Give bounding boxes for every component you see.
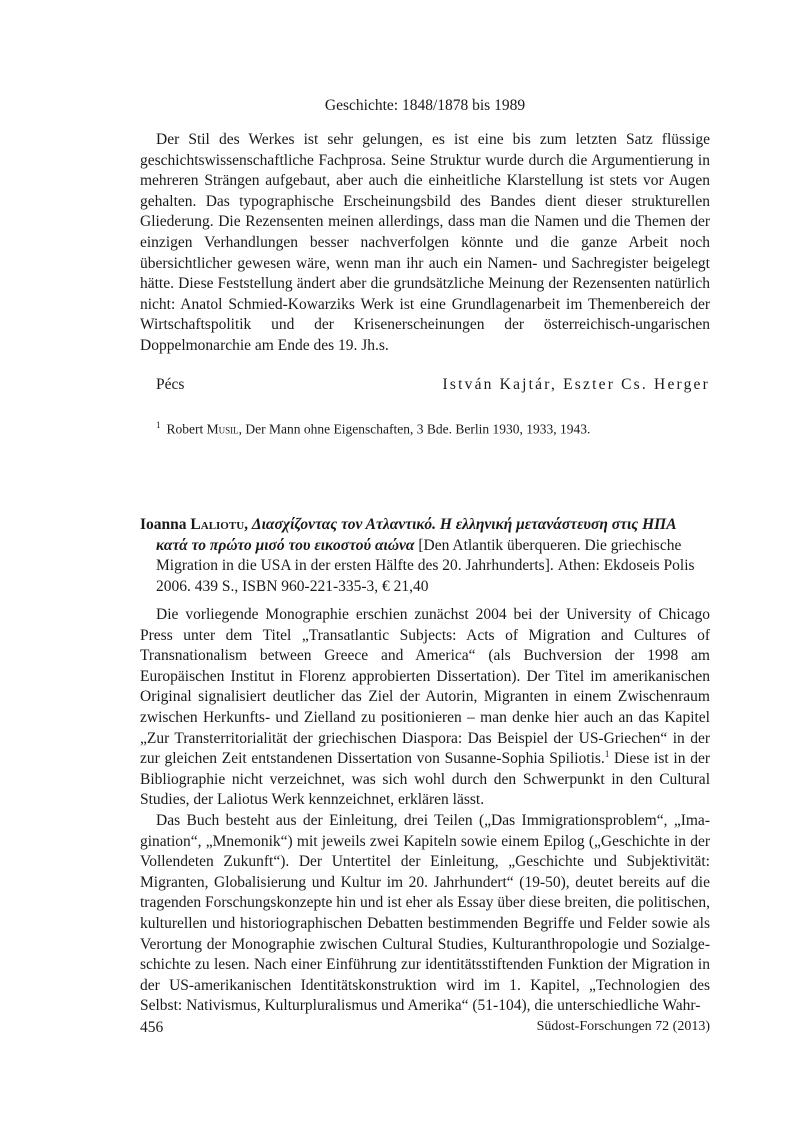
footnote-author-first: Robert <box>166 421 204 437</box>
review-2-author-first: Ioanna <box>140 516 187 533</box>
review-1-signature <box>140 376 710 394</box>
review-2-paragraph-1-tail: Diese ist in der Bibliographie nicht verzeichnet, was sich wohl durch den Schwerpunkt in den Cultural Studies, der Laliotus Werk kennzeichnet, erklären lässt. <box>140 750 710 809</box>
review-1-place: Pécs <box>156 376 185 393</box>
journal-citation: Südost-Forschungen 72 (2013) <box>536 1019 710 1034</box>
footnote-text: , Der Mann ohne Eigenschaften, 3 Bde. Berlin 1930, 1933, 1943. <box>238 421 591 437</box>
footnote-reference: 1 <box>604 749 610 759</box>
running-head: Geschichte: 1848/1878 bis 1989 <box>324 97 526 114</box>
review-1-paragraph: Der Stil des Werkes ist sehr gelungen, es ist eine bis zum letzten Satz flüssige geschichtswissenschaftliche Fachprosa. Seine Struktur wurde durch die Argumentierung in mehreren Strängen aufgebaut, aber auch die einheitliche Klarstellung ist stets vor Augen gehalten. Das typographische Erscheinungsbild des Bandes dient dieser strukturellen Gliederung. Die Rezensenten meinen allerdings, dass man die Namen und die Themen der einzigen Verhandlungen besser nachverfolgen könnte und die ganze Arbeit noch übersichtlicher gewesen wäre, wenn man ihr auch ein Namen- und Sachregister beigelegt hätte. Diese Feststellung ändert aber die grundsätzliche Meinung der Rezensenten natürlich nicht: Anatol Schmied-Kowarziks Werk ist eine Grundlagenarbeit im Themenbereich der Wirtschaftspolitik und der Krisenerscheinungen der österreichisch-ungarischen Doppelmonarchie am Ende des 19. Jh.s. <box>140 131 710 354</box>
footnote-1 <box>156 417 710 438</box>
review-2-heading: Ioanna Laliotu, Διασχίζοντας τον Ατλαντικό. Η ελληνική μετανάστευση στις ΗΠΑ κατά το πρώτο μισό του εικοστού αιώνα [Den Atlantik überqueren. Die griechische Migration in die USA in der ersten Hälfte des 20. Jahrhunderts]. Athen: Ekdoseis Polis 2006. 439 S., ISBN 960-221-335-3, € 21,40 <box>140 516 695 595</box>
review-2-paragraph-1-text: Die vorliegende Monographie erschien zunächst 2004 bei der University of Chicago Press unter dem Titel „Transatlantic Subjects: Acts of Migration and Cultures of Transnationalism between Greece and America“ (als Buchversion der 1998 am Europäischen Institut in Florenz approbierten Dissertation). Der Titel im amerikanischen Original signalisiert deutlicher das Ziel der Autorin, Migranten in einem Zwischenraum zwischen Herkunfts- und Zielland zu positionieren – man denke hier auch an das Kapitel „Zur Transterritorialität der griechischen Diaspora: Das Beispiel der US-Griechen“ in der zur gleichen Zeit entstandenen Dissertation von Susanne-Sophia Spiliotis. <box>140 606 710 768</box>
review-1-body <box>140 130 710 357</box>
review-2-body <box>140 605 710 1017</box>
review-2-author-last: Laliotu <box>190 516 245 533</box>
page-footer <box>140 1019 710 1037</box>
page-number: 456 <box>140 1019 164 1036</box>
footnote-number: 1 <box>156 420 161 430</box>
page <box>140 0 710 1129</box>
review-1-reviewers: István Kajtár, Eszter Cs. Herger <box>442 376 710 393</box>
review-2-greek-title: Διασχίζοντας τον Ατλαντικό. Η ελληνική μετανάστευση στις ΗΠΑ κατά το πρώτο μισό του εικοστού αιώνα <box>156 516 676 554</box>
review-2-paragraph-1 <box>140 605 710 811</box>
review-2-book-details: [Den Atlantik überqueren. Die griechische Migration in die USA in der ersten Hälfte des 20. Jahrhunderts]. Athen: Ekdoseis Polis 2006. 439 S., ISBN 960-221-335-3, € 21,40 <box>156 536 695 595</box>
footnote-author-last: Musil <box>206 421 239 437</box>
review-2-paragraph-2: Das Buch besteht aus der Einleitung, drei Teilen („Das Immigrationsproblem“, „Imagination“, „Mnemonik“) mit jeweils zwei Kapiteln sowie einem Epilog („Geschichte in der Vollendeten Zukunft“). Der Untertitel der Einleitung, „Geschichte und Subjektivität: Migranten, Globalisierung und Kultur im 20. Jahrhundert“ (19-50), deutet bereits auf die tragenden Forschungskonzepte hin und ist eher als Essay über diese breiten, die politischen, kulturellen und historiographischen Debatten bestimmenden Begriffe und Felder sowie als Verortung der Monographie zwischen Cultural Studies, Kulturanthropologie und Sozialgeschichte zu lesen. Nach einer Einführung zur identitätsstiftenden Funktion der Migration in der US-amerikanischen Identitätskonstruktion wird im 1. Kapitel, „Technologien des Selbst: Nativismus, Kulturpluralismus und Amerika“ (51-104), die unterschiedliche Wahr- <box>140 811 710 1015</box>
